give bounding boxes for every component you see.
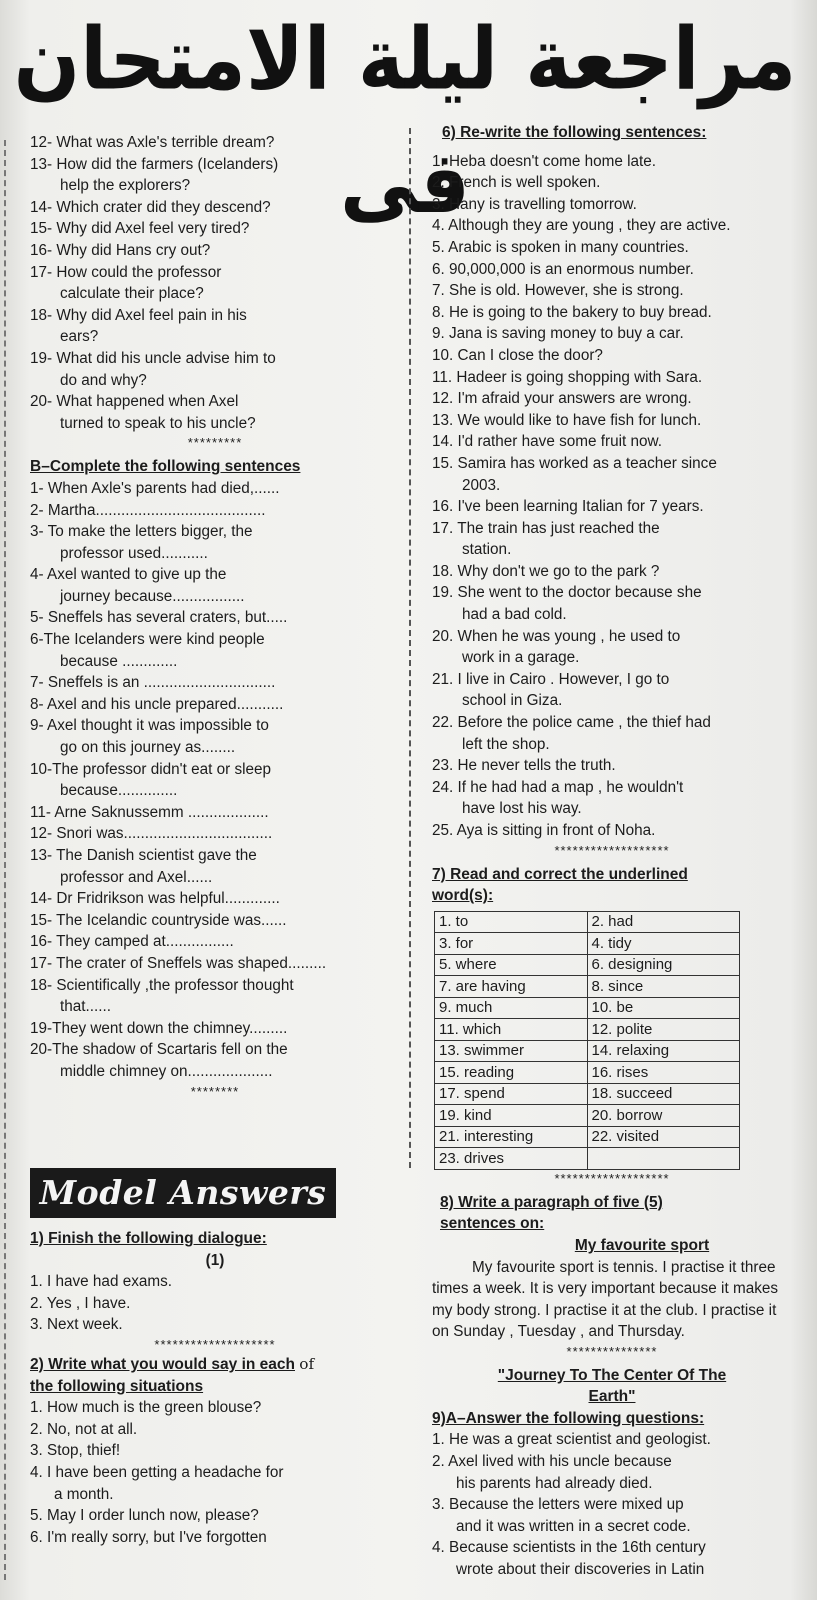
table-row [435,1019,740,1041]
list-item: 7. She is old. However, she is strong. [432,282,684,300]
table-cell: 9. much [435,997,588,1019]
list-item: because.............. [60,782,178,800]
table-cell: 13. swimmer [435,1040,588,1062]
list-item: 5. May I order lunch now, please? [30,1507,259,1525]
list-item: that...... [60,998,112,1016]
list-item: 2- Martha........................................ [30,501,266,519]
table-row [435,997,740,1019]
masthead-title: مراجعة ليلة الامتحان فى [13,10,797,233]
list-item: 10-The professor didn't eat or sleep [30,760,272,778]
list-item: 5- Sneffels has several craters, but..... [30,609,288,627]
list-item: 2. Axel lived with his uncle because [432,1452,672,1470]
list-item: 8- Axel and his uncle prepared........... [30,695,284,713]
stars-separator: ******** [190,1083,240,1099]
table-cell: 14. relaxing [587,1040,740,1062]
section-2-heading-of: of [299,1354,315,1373]
paragraph-topic: My favourite sport [574,1236,710,1254]
table-cell: 5. where [435,954,588,976]
list-item: 15- Why did Axel feel very tired? [30,220,250,238]
list-item: do and why? [60,371,147,389]
list-item: 3. Stop, thief! [30,1442,121,1460]
list-item: and it was written in a secret code. [456,1517,691,1535]
table-row [435,954,740,976]
list-item: 2. No, not at all. [30,1420,138,1438]
list-item: help the explorers? [60,177,191,195]
list-item: 3. Next week. [30,1316,123,1334]
list-item: 17- How could the professor [30,263,222,281]
list-item: 3. Hany is travelling tomorrow. [432,195,637,213]
list-item: 19. She went to the doctor because she [432,584,702,602]
table-cell: 19. kind [435,1105,588,1127]
section-9-heading: 9)A–Answer the following questions: [432,1409,705,1427]
list-item: 1. I have had exams. [30,1273,173,1291]
table-cell: 20. borrow [587,1105,740,1127]
table-cell: 1. to [435,911,588,933]
list-item: 8. He is going to the bakery to buy bread. [432,303,712,321]
table-row [435,933,740,955]
list-item: his parents had already died. [456,1474,653,1492]
list-item: 6. I'm really sorry, but I've forgotten [30,1528,267,1546]
correction-answers-table [434,911,740,1170]
list-item: station. [462,541,512,559]
list-item: had a bad cold. [462,606,567,624]
list-item: have lost his way. [462,800,582,818]
table-cell: 3. for [435,933,588,955]
rewrite-answers [432,151,792,842]
list-item: 11. Hadeer is going shopping with Sara. [432,368,703,386]
list-item: 12- What was Axle's terrible dream? [30,134,275,151]
section-7-heading: 7) Read and correct the underlined [432,865,688,883]
table-row [435,1105,740,1127]
table-cell: 17. spend [435,1083,588,1105]
table-cell: 10. be [587,997,740,1019]
right-column [432,122,792,1581]
list-item: middle chimney on.................... [60,1062,273,1080]
table-cell: 23. drives [435,1148,588,1170]
table-cell: 6. designing [587,954,740,976]
list-item: 2003. [462,476,501,494]
list-item: 9. Jana is saving money to buy a car. [432,325,684,343]
novel-title: "Journey To The Center Of The [497,1366,727,1384]
list-item: work in a garage. [462,649,580,667]
list-item: 2. Yes , I have. [30,1294,131,1312]
table-row [435,1040,740,1062]
section-2-heading-part1: 2) Write what you would say in each [30,1355,295,1373]
list-item: 2. French is well spoken. [432,174,601,192]
list-item: 20-The shadow of Scartaris fell on the [30,1041,288,1059]
list-item: professor and Axel...... [60,868,213,886]
stars-separator: ********* [187,435,243,451]
list-item: 1. How much is the green blouse? [30,1399,262,1417]
table-cell: 7. are having [435,976,588,998]
section-8-heading-part2: sentences on: [440,1215,545,1233]
list-item: 11- Arne Saknussemm ................... [30,803,269,821]
list-item: 15- The Icelandic countryside was...... [30,911,287,929]
list-item: 13. We would like to have fish for lunch. [432,411,702,429]
list-item: 17. The train has just reached the [432,519,660,537]
model-answers-banner: Model Answers [30,1168,336,1218]
list-item: wrote about their discoveries in Latin [456,1560,705,1578]
list-item: 12- Snori was................................... [30,825,273,843]
list-item: 16. I've been learning Italian for 7 years. [432,498,704,516]
list-item: 19-They went down the chimney......... [30,1019,288,1037]
list-item: 16- Why did Hans cry out? [30,241,211,259]
column-divider [409,128,412,1168]
list-item: 13- How did the farmers (Icelanders) [30,155,279,173]
list-item: 1- When Axle's parents had died,...... [30,479,280,497]
list-item: 18- Why did Axel feel pain in his [30,306,247,324]
table-cell: 2. had [587,911,740,933]
list-item: 7- Sneffels is an ............................... [30,674,276,692]
list-item: left the shop. [462,735,550,753]
section-8-heading: 8) Write a paragraph of five (5) [440,1193,663,1211]
list-item: 15. Samira has worked as a teacher since [432,454,717,472]
list-item: 22. Before the police came , the thief had [432,714,711,732]
table-row [435,976,740,998]
list-item: 4. Because scientists in the 16th century [432,1539,706,1557]
list-item: calculate their place? [60,285,204,303]
list-item: 5. Arabic is spoken in many countries. [432,238,689,256]
table-cell: 21. interesting [435,1126,588,1148]
list-item: 14- Which crater did they descend? [30,198,271,216]
list-item: 20. When he was young , he used to [432,627,681,645]
table-row [435,1126,740,1148]
table-cell: 11. which [435,1019,588,1041]
list-item: 4. Although they are young , they are active. [432,217,731,235]
list-item: 25. Aya is sitting in front of Noha. [432,822,656,839]
table-row [435,1083,740,1105]
list-item: go on this journey as........ [60,739,236,757]
stars-separator: ******************* [554,1170,670,1186]
list-item: 4- Axel wanted to give up the [30,566,227,584]
section-7-heading-part2: word(s): [432,887,494,905]
list-item: 18- Scientifically ,the professor thought [30,976,294,994]
left-answers-column [30,1228,400,1548]
list-item: turned to speak to his uncle? [60,414,256,432]
list-item: 9- Axel thought it was impossible to [30,717,269,735]
left-column [30,132,400,1101]
table-cell [587,1148,740,1170]
left-edge-dashes [4,140,7,1580]
list-item: 3- To make the letters bigger, the [30,523,253,541]
table-row [435,1148,740,1170]
paragraph-text: My favourite sport is tennis. I practise it three times a week. It is very important because it makes my body strong. I practise it at the club. I practise it on Sunday , Tuesday , and Thursday. [432,1258,779,1341]
list-item: 6. 90,000,000 is an enormous number. [432,260,694,278]
section-6-heading: 6) Re-write the following sentences: [442,124,707,141]
list-item: 6-The Icelanders were kind people [30,631,265,649]
table-cell: 16. rises [587,1062,740,1084]
table-cell: 22. visited [587,1126,740,1148]
situations-answers [30,1397,400,1548]
table-cell: 4. tidy [587,933,740,955]
list-item: 17- The crater of Sneffels was shaped......... [30,954,327,972]
table-row [435,911,740,933]
list-item: 1. Heba doesn't come home late. [432,152,657,170]
list-item: 16- They camped at................ [30,933,234,951]
list-item: 21. I live in Cairo . However, I go to [432,670,670,688]
list-item: 20- What happened when Axel [30,393,239,411]
stars-separator: *************** [566,1343,658,1359]
stars-separator: ******************** [154,1336,276,1352]
list-item: 13- The Danish scientist gave the [30,847,257,864]
list-item: journey because................. [60,587,245,605]
list-item: 23. He never tells the truth. [432,757,616,775]
section-1-heading: 1) Finish the following dialogue: [30,1230,267,1247]
list-item: 3. Because the letters were mixed up [432,1496,684,1514]
table-row [435,1062,740,1084]
complete-sentences-list [30,478,400,1083]
dialogue-answers [30,1271,400,1336]
section-b-heading: B–Complete the following sentences [30,458,301,476]
list-item: because ............. [60,652,178,670]
list-item: 18. Why don't we go to the park ? [432,562,660,580]
list-item: 19- What did his uncle advise him to [30,349,276,367]
section-2-heading-part2: the following situations [30,1377,204,1395]
list-item: 14- Dr Fridrikson was helpful............. [30,890,280,908]
novel-answers [432,1429,792,1580]
stars-separator: ******************* [554,842,670,858]
dialogue-number: (1) [205,1251,225,1269]
list-item: professor used........... [60,544,208,562]
questions-list [30,132,400,434]
list-item: 4. I have been getting a headache for [30,1463,284,1481]
list-item: 10. Can I close the door? [432,346,603,364]
list-item: school in Giza. [462,692,563,710]
list-item: 1. He was a great scientist and geologist. [432,1431,711,1449]
section-2-heading [30,1354,400,1376]
list-item: 12. I'm afraid your answers are wrong. [432,390,692,408]
list-item: 24. If he had had a map , he wouldn't [432,778,684,796]
list-item: ears? [60,328,99,346]
list-item: 14. I'd rather have some fruit now. [432,433,662,451]
list-item: a month. [54,1485,114,1503]
table-cell: 8. since [587,976,740,998]
table-cell: 15. reading [435,1062,588,1084]
table-cell: 12. polite [587,1019,740,1041]
novel-title-part2: Earth" [588,1388,636,1406]
table-cell: 18. succeed [587,1083,740,1105]
